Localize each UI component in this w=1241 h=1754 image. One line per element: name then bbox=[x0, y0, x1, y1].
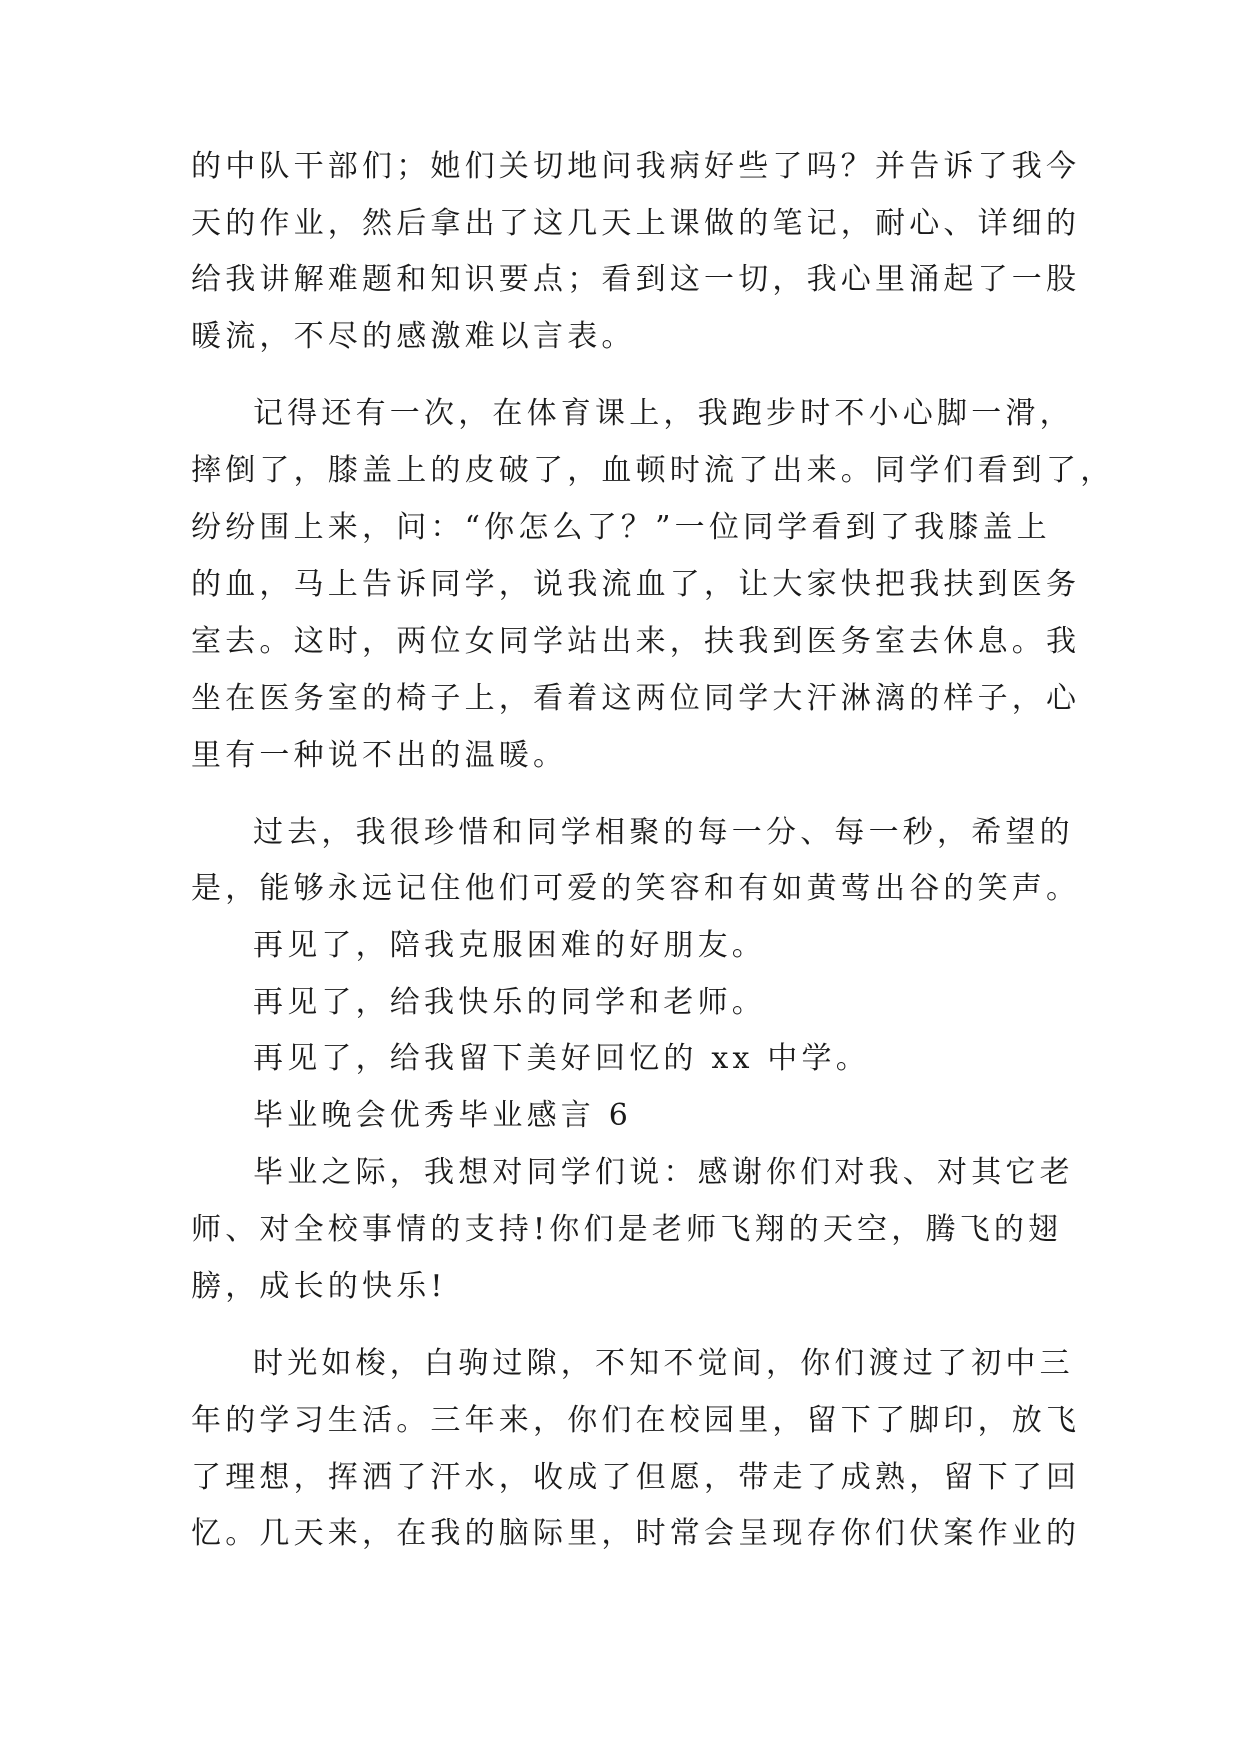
text-line: 再见了，陪我克服困难的好朋友。 bbox=[253, 928, 766, 963]
text-line: 年的学习生活。三年来，你们在校园里，留下了脚印，放飞 bbox=[191, 1403, 1081, 1438]
text-line: 纷纷围上来，问：“你怎么了？”一位同学看到了我膝盖上 bbox=[191, 510, 1051, 545]
text-line: 摔倒了，膝盖上的皮破了，血顿时流了出来。同学们看到了， bbox=[191, 453, 1115, 488]
text-line: 是，能够永远记住他们可爱的笑容和有如黄莺出谷的笑声。 bbox=[191, 871, 1081, 906]
text-line: 忆。几天来，在我的脑际里，时常会呈现存你们伏案作业的 bbox=[191, 1516, 1081, 1551]
text-line: 的中队干部们；她们关切地问我病好些了吗？并告诉了我今 bbox=[191, 149, 1081, 184]
text-line: 师、对全校事情的支持!你们是老师飞翔的天空，腾飞的翅 bbox=[191, 1212, 1063, 1247]
text-line: 坐在医务室的椅子上，看着这两位同学大汗淋漓的样子，心 bbox=[191, 681, 1081, 716]
text-line: 给我讲解难题和知识要点；看到这一切，我心里涌起了一股 bbox=[191, 262, 1081, 297]
text-line: 时光如梭，白驹过隙，不知不觉间，你们渡过了初中三 bbox=[253, 1346, 1074, 1381]
text-line: 室去。这时，两位女同学站出来，扶我到医务室去休息。我 bbox=[191, 624, 1081, 659]
text-line: 里有一种说不出的温暖。 bbox=[191, 738, 568, 773]
text-line: 再见了，给我留下美好回忆的 xx 中学。 bbox=[253, 1041, 870, 1076]
text-line: 天的作业，然后拿出了这几天上课做的笔记，耐心、详细的 bbox=[191, 206, 1081, 241]
text-line: 暖流，不尽的感激难以言表。 bbox=[191, 319, 636, 354]
text-line: 再见了，给我快乐的同学和老师。 bbox=[253, 985, 766, 1020]
text-line: 过去，我很珍惜和同学相聚的每一分、每一秒，希望的 bbox=[253, 815, 1074, 850]
section-heading: 毕业晚会优秀毕业感言 6 bbox=[253, 1098, 633, 1133]
text-line: 的血，马上告诉同学，说我流血了，让大家快把我扶到医务 bbox=[191, 567, 1081, 602]
text-line: 膀，成长的快乐! bbox=[191, 1269, 447, 1304]
text-line: 毕业之际，我想对同学们说：感谢你们对我、对其它老 bbox=[253, 1155, 1074, 1190]
text-line: 记得还有一次，在体育课上，我跑步时不小心脚一滑， bbox=[253, 396, 1074, 431]
text-line: 了理想，挥洒了汗水，收成了但愿，带走了成熟，留下了回 bbox=[191, 1460, 1081, 1495]
